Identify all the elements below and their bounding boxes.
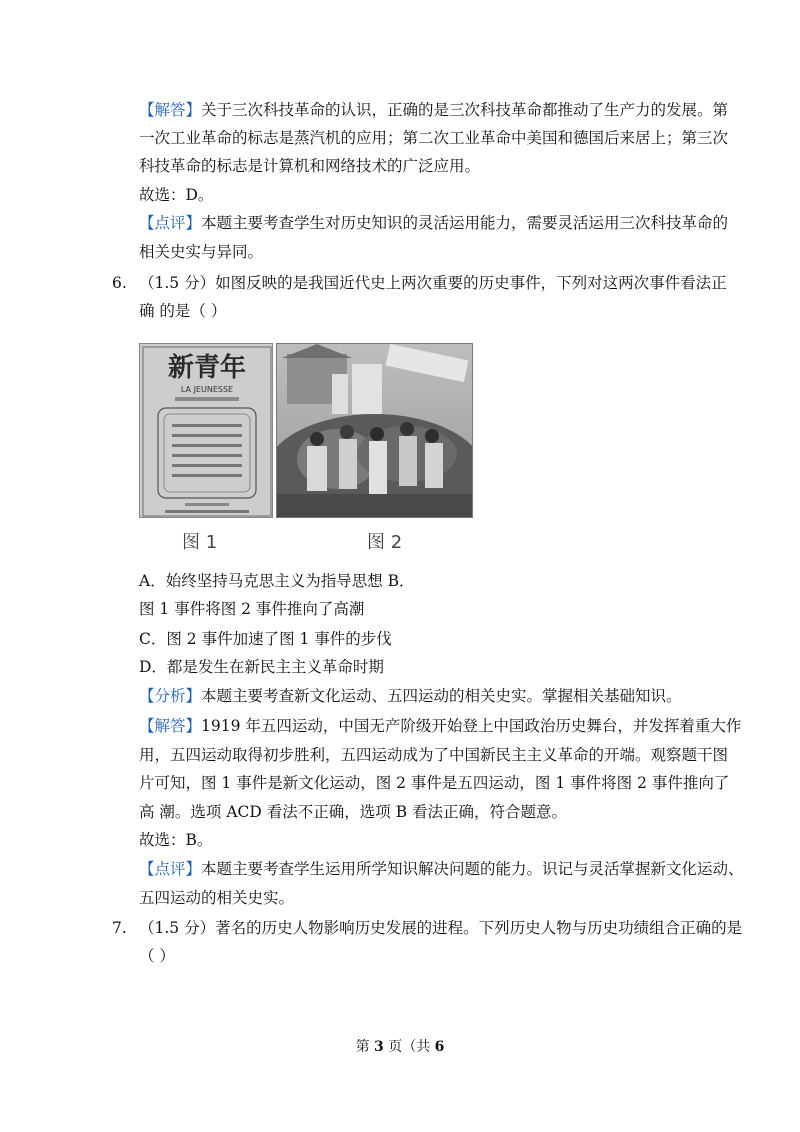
footer-middle: 页（共 bbox=[383, 1039, 435, 1055]
magazine-cover-image bbox=[140, 344, 273, 518]
q5-answer-line-2: 一次工业革命的标志是蒸汽机的应用；第二次工业革命中美国和德国后来居上；第三次 bbox=[139, 129, 729, 147]
magazine-subtitle: LA JEUNESSE bbox=[180, 385, 234, 394]
figure-2-caption: 图 2 bbox=[367, 532, 403, 553]
protest-crowd-image bbox=[277, 344, 473, 518]
comment-tag: 【点评】 bbox=[139, 860, 202, 878]
q6-comment-text-1: 本题主要考查学生运用所学知识解决问题的能力。识记与灵活掌握新文化运动、 bbox=[201, 860, 744, 878]
q5-comment-text-1: 本题主要考查学生对历史知识的灵活运用能力，需要灵活运用三次科技革命的 bbox=[201, 214, 729, 232]
figure-1-caption: 图 1 bbox=[182, 532, 218, 553]
answer-tag: 【解答】 bbox=[139, 101, 202, 119]
q6-option-d: D．都是发生在新民主主义革命时期 bbox=[139, 658, 384, 676]
q5-choice: 故选：D。 bbox=[139, 186, 214, 204]
q6-choice: 故选：B。 bbox=[139, 831, 213, 849]
q5-answer-line-3: 科技革命的标志是计算机和网络技术的广泛应用。 bbox=[139, 157, 481, 175]
q7-stem-line-1: （1.5 分）著名的历史人物影响历史发展的进程。下列历史人物与历史功绩组合正确的是 bbox=[139, 919, 743, 937]
q6-option-line-1: A．始终坚持马克思主义为指导思想 B． bbox=[139, 572, 415, 590]
comment-tag: 【点评】 bbox=[139, 214, 202, 232]
q5-comment-line-2: 相关史实与异同。 bbox=[139, 243, 264, 261]
q5-answer-text-1: 关于三次科技革命的认识，正确的是三次科技革命都推动了生产力的发展。第 bbox=[201, 101, 729, 119]
q6-answer-line-4: 高 潮。选项 ACD 看法不正确，选项 B 看法正确，符合题意。 bbox=[139, 803, 568, 821]
answer-tag: 【解答】 bbox=[139, 717, 202, 735]
q6-answer-line-1 bbox=[139, 716, 741, 736]
q6-comment-line-2: 五四运动的相关史实。 bbox=[139, 889, 295, 907]
q6-stem-line-1: （1.5 分）如图反映的是我国近代史上两次重要的历史事件，下列对这两次事件看法正 bbox=[139, 274, 727, 292]
footer-page-number: 3 bbox=[374, 1039, 384, 1055]
q6-comment-line-1 bbox=[139, 859, 744, 879]
page-footer bbox=[0, 1036, 800, 1056]
q6-answer-line-3: 片可知，图 1 事件是新文化运动，图 2 事件是五四运动，图 1 事件将图 2 事件推向了 bbox=[139, 774, 730, 792]
q6-option-c: C．图 2 事件加速了图 1 事件的步伐 bbox=[139, 630, 392, 648]
q6-figure bbox=[139, 343, 473, 518]
q6-answer-line-2: 用，五四运动取得初步胜利，五四运动成为了中国新民主主义革命的开端。观察题干图 bbox=[139, 746, 729, 764]
q6-number: 6. bbox=[112, 274, 127, 292]
magazine-title: 新青年 bbox=[167, 353, 247, 383]
footer-total-pages: 6 bbox=[434, 1039, 445, 1055]
q6-analysis bbox=[139, 686, 682, 706]
q6-analysis-text: 本题主要考查新文化运动、五四运动的相关史实。掌握相关基础知识。 bbox=[201, 687, 682, 705]
q5-comment-line-1 bbox=[139, 213, 728, 233]
q7-number: 7. bbox=[112, 919, 127, 937]
q6-stem-line-2: 确 的是（ ） bbox=[139, 302, 227, 320]
analysis-tag: 【分析】 bbox=[139, 687, 202, 705]
q7-stem-line-2: （ ） bbox=[139, 947, 175, 965]
footer-prefix: 第 bbox=[355, 1039, 375, 1055]
q6-answer-text-1: 1919 年五四运动，中国无产阶级开始登上中国政治历史舞台，并发挥着重大作 bbox=[201, 717, 742, 735]
q5-answer-line-1 bbox=[139, 100, 728, 120]
may-fourth-movement-painting bbox=[276, 343, 473, 518]
q6-option-line-2: 图 1 事件将图 2 事件推向了高潮 bbox=[139, 600, 365, 618]
new-youth-magazine-cover bbox=[139, 343, 273, 518]
